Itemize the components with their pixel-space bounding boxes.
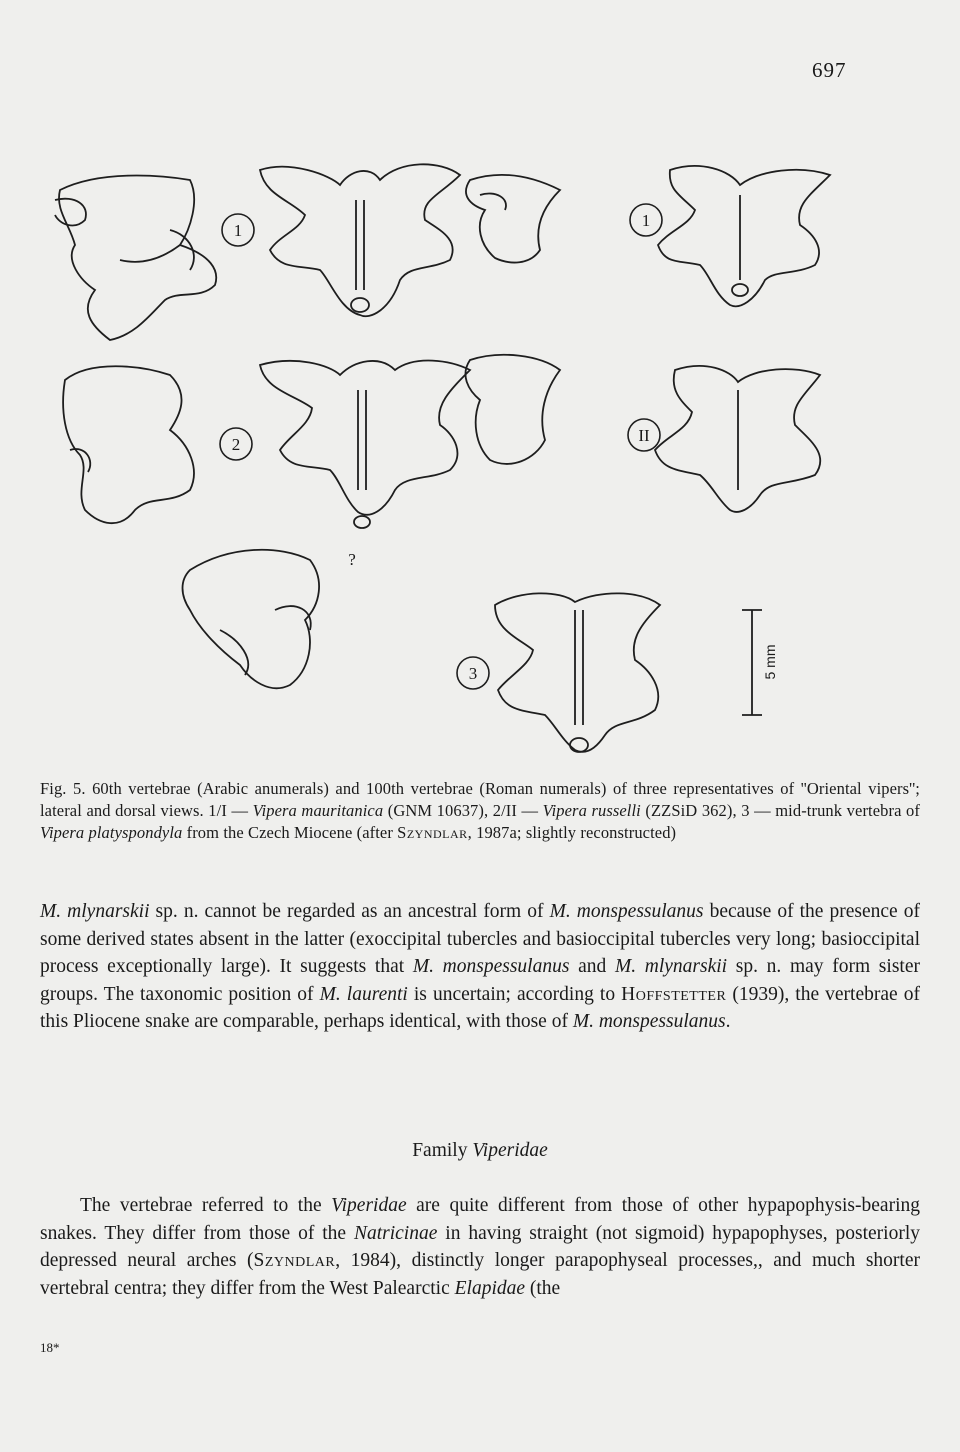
paragraph-text: and	[569, 956, 615, 977]
section-heading-prefix: Family	[412, 1140, 473, 1161]
taxon-name: M. laurenti	[319, 983, 408, 1005]
caption-species: Vipera russelli	[542, 801, 641, 820]
figure-label: 1	[233, 221, 243, 240]
taxon-name: Natricinae	[353, 1222, 438, 1244]
taxon-name: M. monspessulanus	[549, 901, 704, 922]
taxon-name: M. mlynarskii	[40, 901, 150, 922]
taxon-name: Viperidae	[331, 1195, 407, 1216]
caption-species: Vipera mauritanica	[252, 801, 384, 820]
paragraph-text: The vertebrae referred to the	[80, 1195, 332, 1216]
paragraph-text: .	[725, 1011, 731, 1032]
caption-author: Szyndlar	[397, 823, 468, 842]
paragraph-text: in having straight (not sigmoid) hypapophyses, posteriorly depressed neural arches (	[40, 1222, 920, 1271]
dorsal-view-I	[658, 166, 830, 306]
paragraph-text: (the	[525, 1277, 561, 1299]
scale-bar-label: 5 mm	[762, 644, 778, 680]
caption-species: Vipera platyspondyla	[40, 823, 183, 842]
lateral-view-3	[183, 550, 320, 688]
taxon-name: Elapidae	[454, 1277, 526, 1299]
figure-label: 2	[231, 435, 241, 454]
figure-label: 3	[468, 664, 478, 683]
signature-mark: 18*	[40, 1340, 60, 1355]
caption-text: (ZZSiD 362), 3 — mid-trunk vertebra of	[640, 801, 920, 820]
paragraph-mlynarskii	[40, 898, 920, 1036]
paragraph-text: because of the presence of some derived states absent in the latter (exoccipital tubercles and basioccipital tubercles very long; basioccipital process exceptionally large). It suggests that	[40, 901, 920, 977]
author-name: Hoffstetter	[621, 983, 727, 1005]
figure-caption	[40, 778, 920, 844]
section-heading-taxon: Viperidae	[472, 1140, 548, 1161]
scale-bar	[742, 610, 778, 715]
paragraph-text: is uncertain; according to	[407, 983, 622, 1005]
figure-vertebrae-drawings	[40, 150, 920, 770]
caption-text: Fig. 5. 60th vertebrae (Arabic anumerals) and 100th vertebrae (Roman numerals) of three representatives of ''Oriental vipers''; lateral and dorsal views. 1/I —	[40, 779, 920, 820]
dorsal-view-1	[260, 164, 460, 316]
dorsal-view-2	[260, 361, 470, 528]
figure-label: ?	[348, 550, 356, 569]
caption-text: , 1987a; slightly reconstructed)	[467, 823, 677, 842]
figure-label: II	[638, 426, 650, 445]
page-number: 697	[812, 58, 847, 82]
taxon-name: M. monspessulanus	[572, 1011, 726, 1032]
paragraph-text: , 1984), distinctly longer parapophyseal processes,, and much shorter vertebral centra; they differ from the West Palearctic	[40, 1250, 920, 1299]
author-name: Szyndlar	[253, 1250, 336, 1271]
taxon-name: M. mlynarskii	[614, 956, 728, 977]
lateral-view-2	[63, 366, 194, 523]
taxon-name: M. monspessulanus	[412, 956, 570, 977]
paragraph-text: are quite different from those of other hypapophysis-bearing snakes. They differ from those of the	[40, 1195, 920, 1244]
lateral-view-1	[55, 176, 216, 340]
paragraph-text: sp. n. cannot be regarded as an ancestral form of	[149, 901, 550, 922]
lateral-view-II	[465, 355, 560, 464]
section-heading	[0, 1140, 960, 1162]
caption-text: from the Czech Miocene (after	[182, 823, 398, 842]
paragraph-viperidae	[40, 1192, 920, 1302]
figure-label: 1	[641, 211, 651, 230]
vertebrae-illustration	[40, 150, 920, 770]
paragraph-text: sp. n. may form sister groups. The taxonomic position of	[40, 956, 920, 1005]
dorsal-view-3	[495, 593, 660, 752]
caption-text: (GNM 10637), 2/II —	[383, 801, 543, 820]
dorsal-view-II	[655, 366, 820, 512]
lateral-view-I	[466, 175, 560, 263]
paragraph-text: (1939), the vertebrae of this Pliocene snake are comparable, perhaps identical, with those of	[40, 983, 920, 1032]
